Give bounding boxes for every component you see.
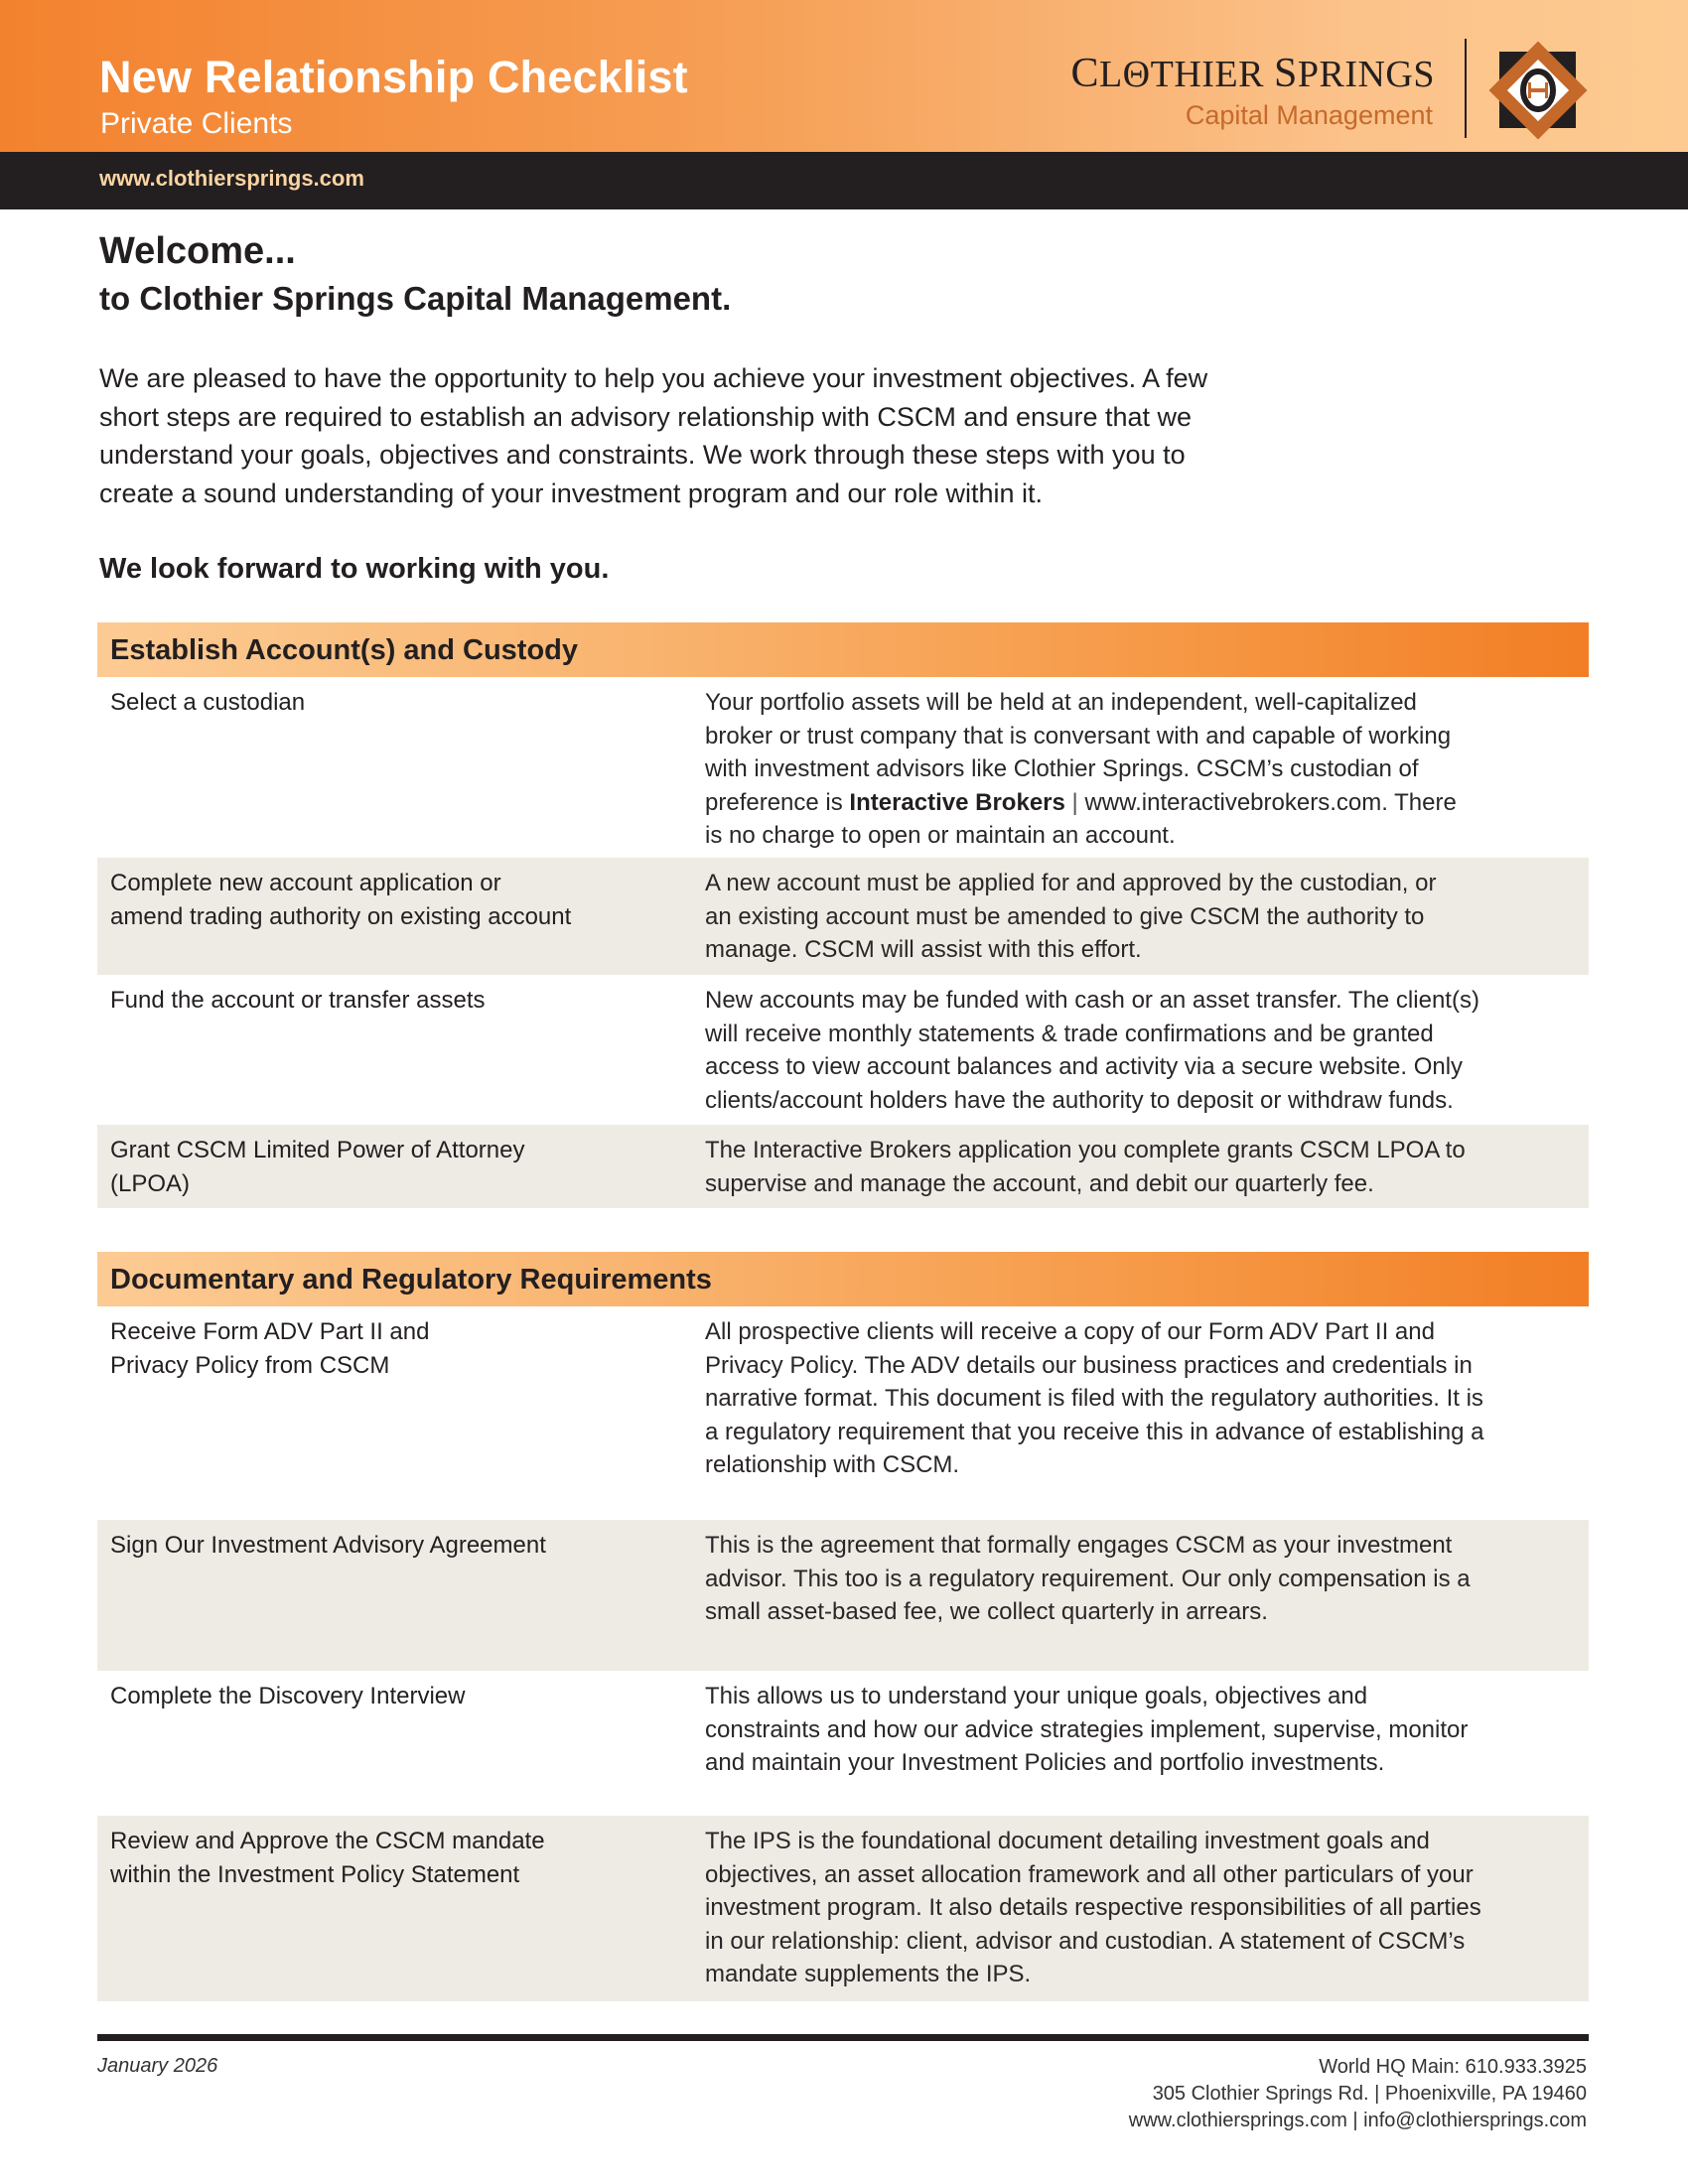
- section-header: [97, 1252, 1589, 1306]
- brand-divider: [1465, 39, 1467, 138]
- brand-initial-c: C: [1070, 51, 1099, 96]
- step-label: [110, 1315, 696, 1382]
- detail-line: access to view account balances and activity via a secure website. Only: [705, 1053, 1464, 1080]
- welcome-line: understand your goals, objectives and constraints. We work through these steps with you to: [99, 440, 1186, 470]
- step-line: Review and Approve the CSCM mandate: [110, 1828, 545, 1854]
- footer-web-email[interactable]: www.clothiersprings.com | info@clothiersprings.com: [1128, 2110, 1587, 2131]
- step-line: (LPOA): [110, 1169, 191, 1197]
- section-title: Documentary and Regulatory Requirements: [110, 1264, 712, 1296]
- step-label: [110, 984, 696, 1018]
- step-label: [110, 1825, 696, 1891]
- detail-line: mandate supplements the IPS.: [705, 1961, 1032, 1987]
- welcome-subheading: to Clothier Springs Capital Management.: [99, 280, 732, 317]
- document-subtitle: Private Clients: [100, 107, 293, 140]
- detail-line: Privacy Policy. The ADV details our business practices and credentials in: [705, 1351, 1473, 1379]
- detail-line: All prospective clients will receive a copy of our Form ADV Part II and: [705, 1318, 1435, 1345]
- footer-address: 305 Clothier Springs Rd. | Phoenixville, PA 19460: [1152, 2083, 1587, 2105]
- checklist-row: [97, 1306, 1589, 1520]
- detail-line: Your portfolio assets will be held at an independent, well-capitalized: [705, 689, 1417, 716]
- detail-line: a regulatory requirement that you receive this in advance of establishing a: [705, 1418, 1484, 1445]
- brand-tagline: Capital Management: [1185, 100, 1433, 130]
- detail-line: relationship with CSCM.: [705, 1451, 960, 1478]
- step-line: Fund the account or transfer assets: [110, 987, 486, 1014]
- welcome-paragraph: [99, 359, 1390, 512]
- detail-line: is no charge to open or maintain an account.: [705, 822, 1176, 849]
- step-detail: [705, 1134, 1579, 1200]
- brand-name-part2: PRINGS: [1297, 54, 1435, 95]
- detail-line: This is the agreement that formally engages CSCM as your investment: [705, 1532, 1453, 1559]
- section-establish-accounts: [97, 622, 1589, 1208]
- detail-line: narrative format. This document is filed with the regulatory authorities. It is: [705, 1385, 1483, 1412]
- theta-icon: [1482, 36, 1594, 145]
- detail-line: The Interactive Brokers application you complete grants CSCM LPOA to: [705, 1137, 1466, 1163]
- step-line: Complete new account application or: [110, 870, 501, 896]
- welcome-line: short steps are required to establish an advisory relationship with CSCM and ensure that we: [99, 401, 1193, 432]
- welcome-heading: Welcome...: [99, 230, 296, 272]
- detail-line: broker or trust company that is conversant with and capable of working: [705, 722, 1452, 750]
- checklist-row: [97, 1671, 1589, 1816]
- separator: |: [1064, 788, 1085, 816]
- step-line: Receive Form ADV Part II and: [110, 1318, 430, 1345]
- step-detail: [705, 1825, 1579, 1991]
- detail-line: with investment advisors like Clothier Springs. CSCM’s custodian of: [705, 755, 1419, 782]
- welcome-closing: We look forward to working with you.: [99, 553, 610, 585]
- welcome-line: create a sound understanding of your investment program and our role within it.: [99, 478, 1044, 508]
- detail-line: This allows us to understand your unique goals, objectives and: [705, 1683, 1368, 1709]
- step-detail: [705, 686, 1579, 853]
- section-title: Establish Account(s) and Custody: [110, 634, 579, 666]
- checklist-row: [97, 1125, 1589, 1208]
- step-label: [110, 867, 696, 933]
- detail-text: preference is: [705, 788, 850, 816]
- step-label: [110, 1680, 696, 1713]
- step-line: Sign Our Investment Advisory Agreement: [110, 1532, 546, 1559]
- detail-line: investment program. It also details respective responsibilities of all parties: [705, 1894, 1481, 1921]
- detail-line: an existing account must be amended to give CSCM the authority to: [705, 902, 1425, 930]
- header-banner: [0, 0, 1688, 152]
- step-line: within the Investment Policy Statement: [110, 1860, 520, 1888]
- welcome-line: We are pleased to have the opportunity to help you achieve your investment objectives. A few: [99, 363, 1208, 393]
- footer-phone: World HQ Main: 610.933.3925: [1319, 2056, 1587, 2078]
- step-label: [110, 1529, 696, 1563]
- step-detail: [705, 984, 1579, 1117]
- detail-line: A new account must be applied for and approved by the custodian, or: [705, 870, 1437, 896]
- detail-line: objectives, an asset allocation framework and all other particulars of your: [705, 1860, 1474, 1888]
- checklist-row: [97, 1520, 1589, 1671]
- step-detail: [705, 1529, 1579, 1629]
- step-detail: [705, 1680, 1579, 1780]
- section-header: [97, 622, 1589, 677]
- step-line: amend trading authority on existing account: [110, 902, 572, 930]
- detail-line: supervise and manage the account, and debit our quarterly fee.: [705, 1169, 1374, 1197]
- custodian-name: Interactive Brokers: [849, 788, 1065, 816]
- detail-line: advisor. This too is a regulatory requirement. Our only compensation is a: [705, 1565, 1471, 1592]
- detail-line: The IPS is the foundational document detailing investment goals and: [705, 1828, 1430, 1854]
- step-line: Privacy Policy from CSCM: [110, 1351, 390, 1379]
- step-detail: [705, 1315, 1579, 1482]
- footer-rule: [97, 2034, 1589, 2041]
- detail-line: manage. CSCM will assist with this effort.: [705, 936, 1142, 963]
- step-line: Select a custodian: [110, 689, 306, 716]
- detail-line: clients/account holders have the authority to deposit or withdraw funds.: [705, 1086, 1454, 1114]
- theta-diamond-logo-icon: [1482, 36, 1594, 145]
- detail-line: small asset-based fee, we collect quarterly in arrears.: [705, 1598, 1268, 1625]
- detail-line: and maintain your Investment Policies and portfolio investments.: [705, 1749, 1385, 1776]
- checklist-row: [97, 677, 1589, 858]
- brand-name: [1070, 50, 1435, 97]
- step-label: [110, 1134, 696, 1200]
- footer-contact: [1129, 2054, 1587, 2134]
- checklist-row: [97, 858, 1589, 975]
- detail-line: New accounts may be funded with cash or an asset transfer. The client(s): [705, 987, 1479, 1014]
- step-line: Complete the Discovery Interview: [110, 1683, 466, 1709]
- brand-name-part1: LΘTHIER: [1098, 54, 1274, 95]
- website-link[interactable]: www.clothiersprings.com: [99, 166, 364, 191]
- detail-line: will receive monthly statements & trade confirmations and be granted: [705, 1020, 1434, 1047]
- detail-line: in our relationship: client, advisor and custodian. A statement of CSCM’s: [705, 1927, 1466, 1955]
- checklist-row: [97, 975, 1589, 1125]
- brand-initial-s: S: [1273, 51, 1298, 96]
- detail-line: constraints and how our advice strategies implement, supervise, monitor: [705, 1715, 1469, 1743]
- brand-wordmark: [1062, 50, 1435, 139]
- step-detail: [705, 867, 1579, 967]
- document-title: New Relationship Checklist: [99, 52, 688, 102]
- custodian-url[interactable]: www.interactivebrokers.com. There: [1084, 788, 1457, 816]
- checklist-row: [97, 1816, 1589, 2001]
- section-documentary-requirements: [97, 1252, 1589, 2001]
- footer-date: January 2026: [97, 2055, 218, 2077]
- step-line: Grant CSCM Limited Power of Attorney: [110, 1137, 525, 1163]
- detail-line: [705, 786, 1579, 820]
- step-label: [110, 686, 696, 720]
